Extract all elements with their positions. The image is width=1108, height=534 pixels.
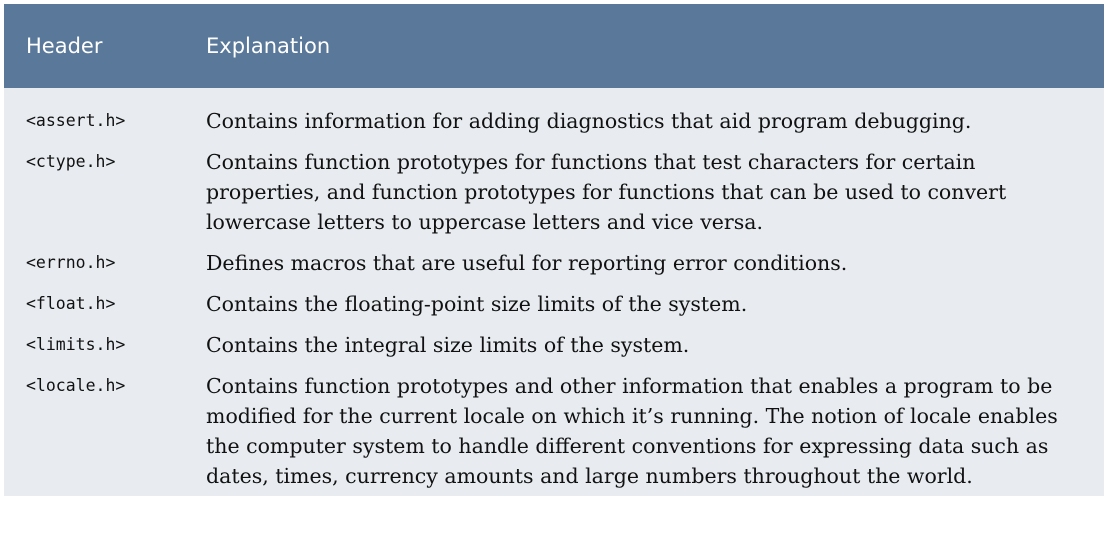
- table-row: [4, 289, 1104, 330]
- table-row: [4, 248, 1104, 289]
- table-header-row: [4, 4, 1104, 88]
- row-header-name: <float.h>: [26, 294, 116, 313]
- column-header-header: Header: [26, 34, 103, 58]
- row-header-name: <errno.h>: [26, 253, 116, 272]
- header-table: [4, 4, 1104, 496]
- row-header-name: <ctype.h>: [26, 152, 116, 171]
- row-explanation: Contains the floating-point size limits of the system.: [206, 292, 748, 316]
- table-body: [4, 88, 1104, 502]
- row-explanation: Contains information for adding diagnostics that aid program debugging.: [206, 109, 972, 133]
- table-row: [4, 106, 1104, 147]
- table-row: [4, 371, 1104, 502]
- table-row: [4, 330, 1104, 371]
- table-row: [4, 147, 1104, 248]
- row-explanation: Contains function prototypes for functions that test characters for certain properties, and function prototypes for functions that can be used to convert lowercase letters to uppercase letters and vice versa.: [206, 150, 1007, 234]
- column-header-explanation: Explanation: [206, 34, 331, 58]
- row-header-name: <limits.h>: [26, 335, 126, 354]
- row-explanation: Contains function prototypes and other information that enables a program to be modified for the current locale on which it’s running. The notion of locale enables the computer system to handle different conventions for expressing data such as dates, times, currency amounts and large numbers throughout the world.: [206, 374, 1058, 488]
- row-explanation: Defines macros that are useful for reporting error conditions.: [206, 251, 848, 275]
- row-explanation: Contains the integral size limits of the system.: [206, 333, 690, 357]
- row-header-name: <assert.h>: [26, 111, 126, 130]
- row-header-name: <locale.h>: [26, 376, 126, 395]
